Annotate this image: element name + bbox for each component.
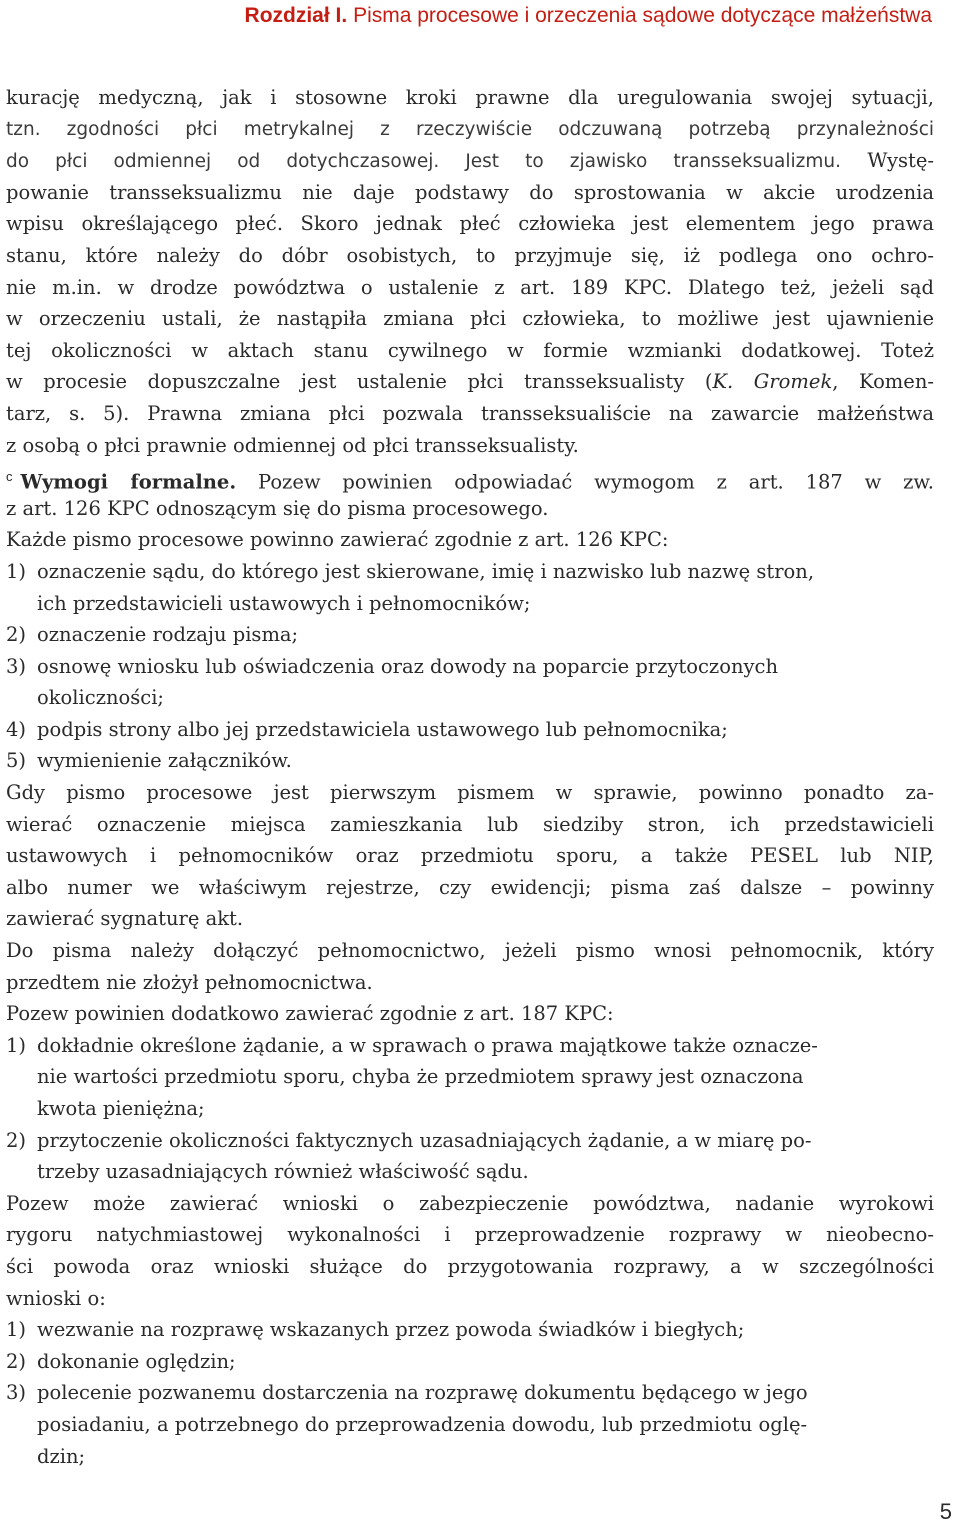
text-fragment: w procesie dopuszczalne jest ustalenie płci transseksualisty ( xyxy=(6,370,713,394)
list-item-text: wymienienie załączników. xyxy=(37,749,292,773)
text-line: ści powoda oraz wnioski służące do przygotowania rozprawy, a w szczególności xyxy=(6,1254,934,1278)
list-item xyxy=(6,1125,934,1157)
text-line: ustawowych i pełnomocników oraz przedmiotu sporu, a także PESEL lub NIP, xyxy=(6,844,934,868)
list-item-text: polecenie pozwanemu dostarczenia na rozprawę dokumentu będącego w jego xyxy=(37,1381,808,1405)
list-number: 1) xyxy=(6,1318,27,1342)
list-item xyxy=(6,1377,934,1409)
list-number: 2) xyxy=(6,1349,27,1373)
text-line xyxy=(6,366,934,398)
list-item-text: dokładnie określone żądanie, a w sprawach o prawa majątkowe także oznacze- xyxy=(37,1033,818,1057)
text-line: wierać oznaczenie miejsca zamieszkania lub siedziby stron, ich przedstawicieli xyxy=(6,812,934,836)
list-item-text: osnowę wniosku lub oświadczenia oraz dowody na poparcie przytoczonych xyxy=(37,654,778,678)
list-number: 2) xyxy=(6,1128,27,1152)
text-line: z osobą o płci prawnie odmiennej od płci transseksualisty. xyxy=(6,433,579,457)
text-line: wnioski o: xyxy=(6,1286,106,1310)
text-line: Do pisma należy dołączyć pełnomocnictwo, jeżeli pismo wnosi pełnomocnik, który xyxy=(6,939,934,963)
section-heading-line xyxy=(6,461,934,493)
list-item-continuation: ich przedstawicieli ustawowych i pełnomocników; xyxy=(37,591,531,615)
list-number: 3) xyxy=(6,1381,27,1405)
page-number: 5 xyxy=(939,1499,952,1524)
text-line: z art. 126 KPC odnoszącym się do pisma procesowego. xyxy=(6,496,549,520)
list-item-continuation: dzin; xyxy=(37,1444,86,1468)
section-title: Wymogi formalne. xyxy=(20,470,237,494)
list-intro: Pozew powinien dodatkowo zawierać zgodnie z art. 187 KPC: xyxy=(6,1002,614,1026)
text-fragment: Pozew powinien odpowiadać wymogom z art. 187 w zw. xyxy=(257,470,935,494)
text-line: tarz, s. 5). Prawna zmiana płci pozwala transseksualiście na zawarcie małżeństwa xyxy=(6,401,934,425)
list-item-continuation: trzeby uzasadniających również właściwość sądu. xyxy=(37,1160,529,1184)
list-item xyxy=(6,1346,934,1378)
chapter-label: Rozdział I. xyxy=(244,4,348,27)
list-item xyxy=(6,714,934,746)
text-fragment: Wystę- xyxy=(867,149,935,173)
text-fragment: do płci odmiennej od dotychczasowej. Jest to zjawisko transseksualizmu. xyxy=(6,151,841,173)
list-item xyxy=(6,1030,934,1062)
running-header xyxy=(245,4,932,28)
list-number: 2) xyxy=(6,623,27,647)
text-line: rygoru natychmiastowej wykonalności i przeprowadzenie rozprawy w nieobecno- xyxy=(6,1223,934,1247)
list-item-text: oznaczenie rodzaju pisma; xyxy=(37,623,299,647)
list-item-text: oznaczenie sądu, do którego jest skierowane, imię i nazwisko lub nazwę stron, xyxy=(37,559,815,583)
list-item xyxy=(6,619,934,651)
citation-author: K. Gromek xyxy=(712,370,833,394)
text-line: stanu, które należy do dóbr osobistych, to przyjmuje się, iż podlega ono ochro- xyxy=(6,243,934,267)
list-number: 1) xyxy=(6,559,27,583)
list-intro: Każde pismo procesowe powinno zawierać zgodnie z art. 126 KPC: xyxy=(6,528,669,552)
text-line: nie m.in. w drodze powództwa o ustalenie z art. 189 KPC. Dlatego też, jeżeli sąd xyxy=(6,275,934,299)
list-number: 4) xyxy=(6,717,27,741)
section-marker: c xyxy=(6,469,13,485)
list-item-continuation: nie wartości przedmiotu sporu, chyba że przedmiotem sprawy jest oznaczona xyxy=(37,1065,804,1089)
list-item-text: wezwanie na rozprawę wskazanych przez powoda świadków i biegłych; xyxy=(37,1318,745,1342)
text-line: Pozew może zawierać wnioski o zabezpieczenie powództwa, nadanie wyrokowi xyxy=(6,1191,934,1215)
list-item xyxy=(6,556,934,588)
text-line: albo numer we właściwym rejestrze, czy ewidencji; pisma zaś dalsze – powinny xyxy=(6,875,934,899)
list-item xyxy=(6,651,934,683)
text-line: tej okoliczności w aktach stanu cywilnego w formie wzmianki dodatkowej. Toteż xyxy=(6,338,934,362)
text-line: w orzeczeniu ustali, że nastąpiła zmiana płci człowieka, to możliwe jest ujawnienie xyxy=(6,307,934,331)
list-item xyxy=(6,1314,934,1346)
list-item-text: podpis strony albo jej przedstawiciela ustawowego lub pełnomocnika; xyxy=(37,717,728,741)
list-number: 5) xyxy=(6,749,27,773)
chapter-subtitle: Pisma procesowe i orzeczenia sądowe dotyczące małżeństwa xyxy=(353,4,932,27)
text-line xyxy=(6,145,934,177)
list-number: 3) xyxy=(6,654,27,678)
list-number: 1) xyxy=(6,1033,27,1057)
text-line: kurację medyczną, jak i stosowne kroki prawne dla uregulowania swojej sytuacji, xyxy=(6,86,934,109)
text-fragment: , Komen- xyxy=(832,370,934,394)
text-line: wpisu określającego płeć. Skoro jednak płeć człowieka jest elementem jego prawa xyxy=(6,212,934,236)
text-line: powanie transseksualizmu nie daje podstawy do sprostowania w akcie urodzenia xyxy=(6,180,934,204)
page-body xyxy=(6,82,934,1472)
text-line: Gdy pismo procesowe jest pierwszym pismem w sprawie, powinno ponadto za- xyxy=(6,781,934,805)
list-item-continuation: okoliczności; xyxy=(37,686,164,710)
list-item xyxy=(6,745,934,777)
list-item-continuation: kwota pieniężna; xyxy=(37,1097,205,1120)
text-line: tzn. zgodności płci metrykalnej z rzeczywiście odczuwaną potrzebą przynależności xyxy=(6,118,934,140)
list-item-text: dokonanie oględzin; xyxy=(37,1349,236,1373)
text-line: przedtem nie złożył pełnomocnictwa. xyxy=(6,970,373,994)
list-item-continuation: posiadaniu, a potrzebnego do przeprowadzenia dowodu, lub przedmiotu oglę- xyxy=(37,1412,808,1436)
list-item-text: przytoczenie okoliczności faktycznych uzasadniających żądanie, a w miarę po- xyxy=(37,1128,812,1152)
text-line: zawierać sygnaturę akt. xyxy=(6,907,244,931)
